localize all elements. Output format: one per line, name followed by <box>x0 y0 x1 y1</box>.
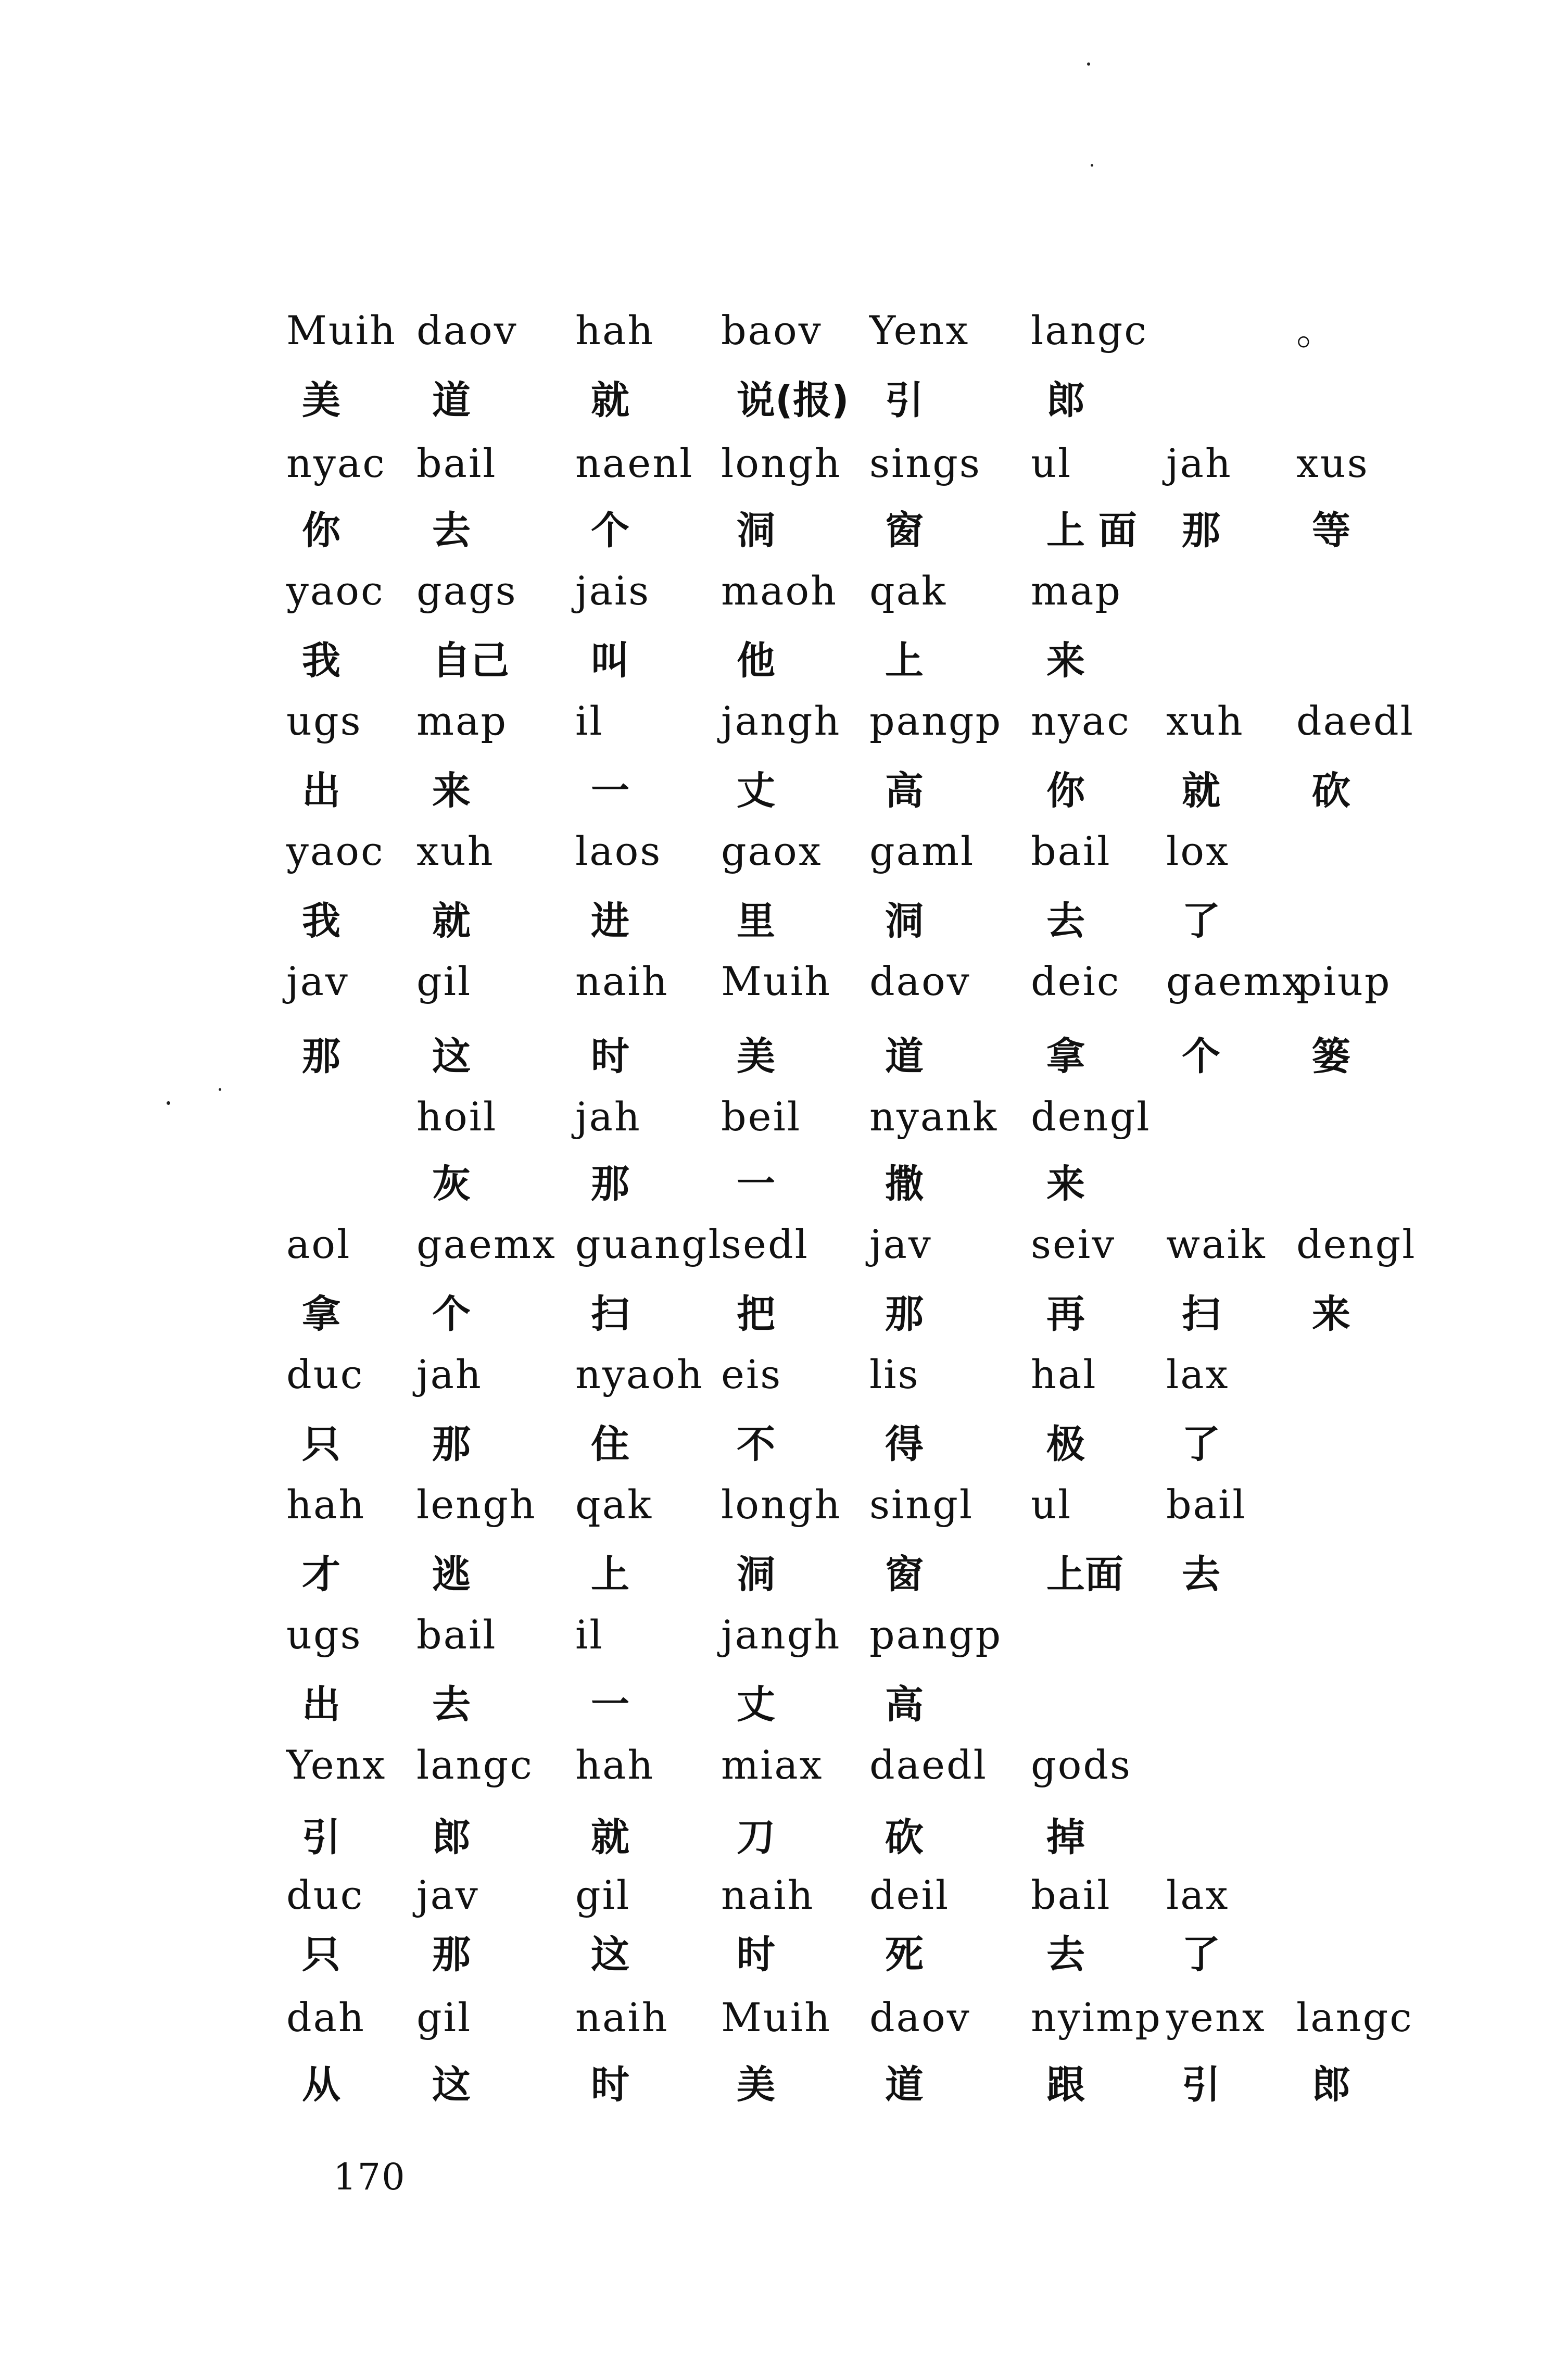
dong-word: duc <box>286 1351 364 1397</box>
scan-speck <box>219 1088 221 1091</box>
chinese-gloss: 来 <box>1046 1162 1085 1206</box>
chinese-gloss: 上 <box>885 638 924 683</box>
chinese-gloss: 时 <box>591 1034 629 1079</box>
dong-word: ugs <box>286 1611 362 1658</box>
dong-word: singl <box>869 1481 974 1528</box>
dong-word: eis <box>721 1351 782 1397</box>
dong-word: naenl <box>575 440 694 486</box>
chinese-gloss: 他 <box>737 638 775 683</box>
chinese-gloss: 只 <box>302 1422 340 1467</box>
dong-word: yaoc <box>286 828 385 874</box>
chinese-gloss: 就 <box>591 1815 629 1860</box>
dong-word: lax <box>1166 1872 1230 1918</box>
dong-word: gaml <box>869 828 975 874</box>
chinese-gloss: 住 <box>591 1422 629 1467</box>
dong-line <box>0 1986 1541 2059</box>
chinese-gloss: 死 <box>885 1932 924 1977</box>
chinese-gloss: 跟 <box>1046 2062 1085 2107</box>
chinese-gloss: 丈 <box>737 769 775 813</box>
chinese-gloss: 掉 <box>1046 1815 1085 1860</box>
dong-word: jah <box>575 1093 641 1140</box>
dong-word: naih <box>575 1994 669 2041</box>
dong-word: duc <box>286 1872 364 1918</box>
dong-word: jah <box>416 1351 483 1397</box>
chinese-gloss: 你 <box>302 508 340 553</box>
dong-word: laos <box>575 828 662 874</box>
dong-line <box>0 950 1541 1023</box>
dong-word: nyac <box>286 440 386 486</box>
dong-word: miax <box>721 1742 824 1788</box>
dong-word: jav <box>286 958 349 1004</box>
dong-line <box>0 690 1541 763</box>
dong-word: bail <box>416 1611 497 1658</box>
chinese-gloss: 扫 <box>1182 1292 1220 1337</box>
chinese-gloss: 一 <box>737 1162 775 1206</box>
chinese-line <box>0 2054 1541 2127</box>
dong-word: pangp <box>869 1611 1003 1658</box>
chinese-gloss: 去 <box>432 1682 471 1727</box>
dong-word: langc <box>1296 1994 1413 2041</box>
chinese-gloss: 极 <box>1046 1422 1085 1467</box>
scan-speck <box>167 1101 170 1105</box>
scan-speck <box>1091 164 1093 167</box>
chinese-gloss: 只 <box>302 1932 340 1977</box>
dong-word: baov <box>721 307 823 354</box>
dong-word: il <box>575 1611 604 1658</box>
chinese-gloss: 那 <box>885 1292 924 1337</box>
chinese-gloss: 高 <box>885 769 924 813</box>
chinese-gloss: 个 <box>591 508 629 553</box>
dong-word: nyac <box>1031 698 1131 744</box>
chinese-gloss: 再 <box>1046 1292 1085 1337</box>
chinese-gloss: 时 <box>737 1932 775 1977</box>
chinese-gloss: 丈 <box>737 1682 775 1727</box>
dong-word: naih <box>575 958 669 1004</box>
dong-word: sedl <box>721 1221 809 1267</box>
dong-word: Muih <box>721 958 832 1004</box>
chinese-gloss: 上面 <box>1046 1552 1123 1597</box>
dong-word: langc <box>1031 307 1148 354</box>
dong-word: piup <box>1296 958 1392 1004</box>
dong-word: deic <box>1031 958 1121 1004</box>
dong-word: Muih <box>721 1994 832 2041</box>
dong-word: Yenx <box>869 307 970 354</box>
chinese-gloss: 从 <box>302 2062 340 2107</box>
dong-word: naih <box>721 1872 815 1918</box>
chinese-gloss: 刀 <box>737 1815 775 1860</box>
dong-line <box>0 432 1541 505</box>
chinese-gloss: 那 <box>432 1932 471 1977</box>
chinese-gloss: 扫 <box>591 1292 629 1337</box>
chinese-gloss: 这 <box>432 2062 471 2107</box>
chinese-gloss: 叫 <box>591 638 629 683</box>
dong-word: jangh <box>721 698 841 744</box>
dong-word: 。 <box>1296 307 1337 354</box>
dong-word: qak <box>575 1481 653 1528</box>
chinese-gloss: 窗 <box>885 508 924 553</box>
dong-word: yenx <box>1166 1994 1266 2041</box>
dong-word: hah <box>575 1742 655 1788</box>
chinese-gloss: 出 <box>302 769 340 813</box>
chinese-gloss: 高 <box>885 1682 924 1727</box>
chinese-gloss: 洞 <box>737 508 775 553</box>
dong-word: xus <box>1296 440 1369 486</box>
chinese-gloss: 逃 <box>432 1552 471 1597</box>
dong-word: nyimp <box>1031 1994 1162 2041</box>
dong-word: map <box>1031 568 1122 614</box>
chinese-gloss: 那 <box>432 1422 471 1467</box>
chinese-gloss: 那 <box>1182 508 1220 553</box>
dong-word: jais <box>575 568 651 614</box>
dong-word: ul <box>1031 440 1072 486</box>
dong-word: deil <box>869 1872 950 1918</box>
dong-word: qak <box>869 568 948 614</box>
dong-word: lengh <box>416 1481 537 1528</box>
chinese-gloss: 了 <box>1182 899 1220 943</box>
chinese-gloss: 等 <box>1312 508 1350 553</box>
chinese-gloss: 撒 <box>885 1162 924 1206</box>
dong-line <box>0 820 1541 893</box>
chinese-line <box>0 370 1541 443</box>
chinese-gloss: 美 <box>737 2062 775 2107</box>
dong-word: yaoc <box>286 568 385 614</box>
dong-word: nyaoh <box>575 1351 704 1397</box>
chinese-gloss: 窗 <box>885 1552 924 1597</box>
dong-word: dengl <box>1296 1221 1417 1267</box>
chinese-gloss: 来 <box>1312 1292 1350 1337</box>
chinese-gloss: 自己 <box>432 638 509 683</box>
chinese-gloss: 道 <box>885 2062 924 2107</box>
chinese-gloss: 引 <box>302 1815 340 1860</box>
chinese-gloss: 灰 <box>432 1162 471 1206</box>
chinese-gloss: 就 <box>591 378 629 423</box>
chinese-gloss: 去 <box>1046 1932 1085 1977</box>
dong-word: hah <box>575 307 655 354</box>
chinese-gloss: 了 <box>1182 1422 1220 1467</box>
dong-word: daedl <box>869 1742 988 1788</box>
chinese-gloss: 郎 <box>432 1815 471 1860</box>
dong-word: gil <box>416 958 472 1004</box>
chinese-gloss: 一 <box>591 1682 629 1727</box>
dong-word: nyank <box>869 1093 999 1140</box>
dong-word: dengl <box>1031 1093 1151 1140</box>
dong-line <box>0 1734 1541 1807</box>
dong-word: gaemx <box>1166 958 1306 1004</box>
chinese-gloss: 不 <box>737 1422 775 1467</box>
dong-word: waik <box>1166 1221 1267 1267</box>
chinese-gloss: 道 <box>432 378 471 423</box>
dong-word: gags <box>416 568 517 614</box>
dong-word: Muih <box>286 307 397 354</box>
chinese-gloss: 个 <box>1182 1034 1220 1079</box>
chinese-line <box>0 1924 1541 1997</box>
dong-word: jah <box>1166 440 1232 486</box>
dong-word: lax <box>1166 1351 1230 1397</box>
chinese-gloss: 这 <box>591 1932 629 1977</box>
chinese-gloss: 得 <box>885 1422 924 1467</box>
dong-word: hah <box>286 1481 366 1528</box>
chinese-gloss: 去 <box>432 508 471 553</box>
dong-word: bail <box>1166 1481 1247 1528</box>
chinese-gloss: 引 <box>1182 2062 1220 2107</box>
chinese-gloss: 引 <box>885 378 924 423</box>
chinese-gloss: 去 <box>1046 899 1085 943</box>
chinese-gloss: 砍 <box>885 1815 924 1860</box>
dong-word: ugs <box>286 698 362 744</box>
chinese-gloss: 郎 <box>1046 378 1085 423</box>
chinese-gloss: 上 <box>591 1552 629 1597</box>
chinese-gloss: 说(报) <box>737 378 849 423</box>
dong-word: Yenx <box>286 1742 387 1788</box>
dong-line <box>0 1343 1541 1416</box>
dong-word: beil <box>721 1093 802 1140</box>
chinese-gloss: 拿 <box>1046 1034 1085 1079</box>
dong-word: aol <box>286 1221 351 1267</box>
chinese-gloss: 里 <box>737 899 775 943</box>
dong-word: gods <box>1031 1742 1132 1788</box>
dong-word: xuh <box>416 828 495 874</box>
chinese-gloss: 进 <box>591 899 629 943</box>
dong-word: jav <box>869 1221 932 1267</box>
chinese-gloss: 就 <box>1182 769 1220 813</box>
dong-line <box>0 1086 1541 1158</box>
dong-word: gaemx <box>416 1221 557 1267</box>
dong-word: hoil <box>416 1093 498 1140</box>
chinese-gloss: 砍 <box>1312 769 1350 813</box>
chinese-gloss: 去 <box>1182 1552 1220 1597</box>
chinese-gloss: 洞 <box>885 899 924 943</box>
chinese-gloss: 把 <box>737 1292 775 1337</box>
chinese-gloss: 我 <box>302 899 340 943</box>
dong-word: bail <box>1031 828 1111 874</box>
dong-word: daov <box>869 958 971 1004</box>
chinese-gloss: 时 <box>591 2062 629 2107</box>
dong-word: dah <box>286 1994 365 2041</box>
chinese-gloss: 来 <box>1046 638 1085 683</box>
chinese-gloss: 道 <box>885 1034 924 1079</box>
dong-word: sings <box>869 440 981 486</box>
dong-word: lis <box>869 1351 920 1397</box>
dong-line <box>0 1474 1541 1546</box>
dong-word: daedl <box>1296 698 1414 744</box>
dong-word: map <box>416 698 508 744</box>
dong-line <box>0 560 1541 633</box>
chinese-gloss: 就 <box>432 899 471 943</box>
chinese-gloss: 一 <box>591 769 629 813</box>
dong-line <box>0 1213 1541 1286</box>
dong-word: gaox <box>721 828 823 874</box>
dong-word: il <box>575 698 604 744</box>
dong-word: ul <box>1031 1481 1072 1528</box>
chinese-gloss: 郎 <box>1312 2062 1350 2107</box>
chinese-gloss: 上 面 <box>1046 508 1137 553</box>
dong-word: longh <box>721 440 842 486</box>
dong-word: gil <box>575 1872 631 1918</box>
chinese-gloss: 那 <box>591 1162 629 1206</box>
dong-word: bail <box>1031 1872 1111 1918</box>
chinese-gloss: 出 <box>302 1682 340 1727</box>
chinese-gloss: 个 <box>432 1292 471 1337</box>
scan-speck <box>1087 62 1090 66</box>
chinese-gloss: 美 <box>302 378 340 423</box>
dong-word: longh <box>721 1481 842 1528</box>
chinese-gloss: 来 <box>432 769 471 813</box>
chinese-gloss: 这 <box>432 1034 471 1079</box>
dong-word: seiv <box>1031 1221 1116 1267</box>
dong-word: lox <box>1166 828 1230 874</box>
dong-word: daov <box>416 307 518 354</box>
chinese-gloss: 才 <box>302 1552 340 1597</box>
chinese-gloss: 洞 <box>737 1552 775 1597</box>
dong-word: pangp <box>869 698 1003 744</box>
dong-word: jangh <box>721 1611 841 1658</box>
chinese-gloss: 那 <box>302 1034 340 1079</box>
dong-word: xuh <box>1166 698 1244 744</box>
chinese-gloss: 拿 <box>302 1292 340 1337</box>
chinese-gloss: 了 <box>1182 1932 1220 1977</box>
chinese-gloss: 篓 <box>1312 1034 1350 1079</box>
dong-word: bail <box>416 440 497 486</box>
page-number: 170 <box>333 2156 406 2198</box>
dong-word: jav <box>416 1872 479 1918</box>
dong-word: hal <box>1031 1351 1097 1397</box>
dong-word: maoh <box>721 568 838 614</box>
dong-word: langc <box>416 1742 534 1788</box>
chinese-gloss: 你 <box>1046 769 1085 813</box>
dong-line <box>0 1604 1541 1677</box>
chinese-gloss: 美 <box>737 1034 775 1079</box>
dong-line <box>0 299 1541 372</box>
chinese-gloss: 我 <box>302 638 340 683</box>
dong-word: guangl <box>575 1221 723 1267</box>
dong-word: gil <box>416 1994 472 2041</box>
dong-word: daov <box>869 1994 971 2041</box>
